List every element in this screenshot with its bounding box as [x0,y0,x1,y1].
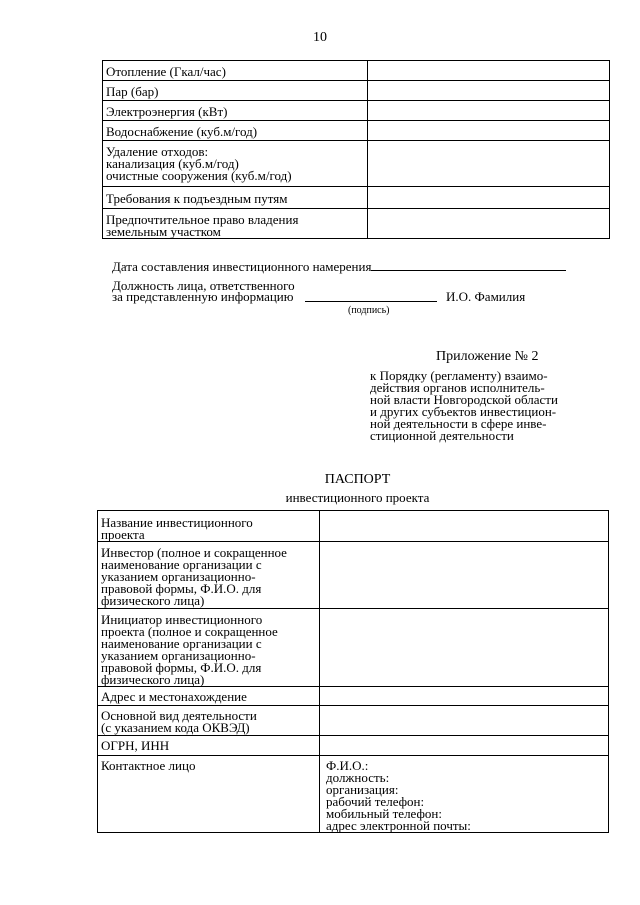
label-line: проекта [101,527,145,542]
row-value [368,61,610,81]
appendix-line: стиционной деятельности [370,428,514,443]
row-label: Отопление (Гкал/час) [103,61,368,81]
row-label [98,609,320,687]
label-line: правовой формы, Ф.И.О. для [101,660,262,675]
label-line: Инвестор (полное и сокращенное [101,545,287,560]
row-label: Водоснабжение (куб.м/год) [103,121,368,141]
intent-date-field[interactable] [371,258,566,271]
row-value [368,101,610,121]
row-value [320,542,609,609]
signature-caption: (подпись) [348,305,390,316]
row-label: Электроэнергия (кВт) [103,101,368,121]
label-line: указанием организационно- [101,569,256,584]
row-label [98,687,320,706]
label-line: наименование организации с [101,557,262,572]
table-row [103,81,610,101]
table-row [103,121,610,141]
label-line: указанием организационно- [101,648,256,663]
row-value [320,706,609,736]
table-row [98,609,609,687]
infrastructure-requirements-table [102,60,610,239]
appendix-text [370,370,558,442]
table-row [103,101,610,121]
table-row [98,736,609,756]
label-line: наименование организации с [101,636,262,651]
label-line: Адрес и местонахождение [101,689,247,704]
label-line: очистные сооружения (куб.м/год) [106,168,292,183]
intent-date-label: Дата составления инвестиционного намерения [112,259,372,274]
label-line: Основной вид деятельности [101,708,257,723]
row-label [98,756,320,833]
responsible-person-label [112,280,295,302]
contact-fio-label: Ф.И.О.: [326,758,369,773]
table-row [103,61,610,81]
passport-subtitle: инвестиционного проекта [285,490,430,505]
table-row [98,706,609,736]
row-value [320,687,609,706]
contact-details [320,756,609,833]
label-line: Инициатор инвестиционного [101,612,263,627]
row-label [103,141,368,187]
row-value [320,609,609,687]
label-line: правовой формы, Ф.И.О. для [101,581,262,596]
row-label [98,706,320,736]
table-row [103,209,610,239]
signature-field[interactable] [305,290,437,302]
table-row [103,141,610,187]
row-value [368,81,610,101]
appendix-line: ной власти Новгородской области [370,392,558,407]
row-value [368,187,610,209]
row-label [98,511,320,542]
name-placeholder: И.О. Фамилия [446,289,526,304]
appendix-title: Приложение № 2 [436,349,539,364]
table-row [98,687,609,706]
appendix-line: к Порядку (регламенту) взаимо- [370,368,548,383]
row-label [98,542,320,609]
appendix-line: действия органов исполнитель- [370,380,545,395]
row-value [368,121,610,141]
row-value [320,511,609,542]
table-row [98,756,609,833]
label-line: физического лица) [101,672,205,687]
table-row [98,542,609,609]
appendix-line: ной деятельности в сфере инве- [370,416,547,431]
table-row [103,187,610,209]
table-row [98,511,609,542]
appendix-line: и других субъектов инвестицион- [370,404,557,419]
label-line: (с указанием кода ОКВЭД) [101,720,250,735]
label-line: земельным участком [106,224,221,239]
label-line: проекта (полное и сокращенное [101,624,278,639]
investment-passport-table [97,510,609,833]
contact-organization-label: организация: [326,782,399,797]
row-label: Требования к подъездным путям [103,187,368,209]
contact-position-label: должность: [326,770,390,785]
row-value [368,141,610,187]
contact-mobile-phone-label: мобильный телефон: [326,806,442,821]
label-line: канализация (куб.м/год) [106,156,239,171]
row-value [320,736,609,756]
row-value [368,209,610,239]
label-line: Удаление отходов: [106,144,209,159]
row-label [98,736,320,756]
row-label [103,209,368,239]
contact-work-phone-label: рабочий телефон: [326,794,425,809]
label-line: Предпочтительное право владения [106,212,299,227]
intent-date-row [112,258,566,275]
page-number: 10 [313,30,327,45]
label-line: ОГРН, ИНН [101,738,170,753]
contact-email-label: адрес электронной почты: [326,818,471,833]
label-line: Должность лица, ответственного [112,278,295,293]
label-line: Название инвестиционного [101,515,253,530]
label-line: за представленную информацию [112,289,294,304]
passport-title: ПАСПОРТ [324,472,391,487]
label-line: Контактное лицо [101,758,196,773]
row-label: Пар (бар) [103,81,368,101]
label-line: физического лица) [101,593,205,608]
